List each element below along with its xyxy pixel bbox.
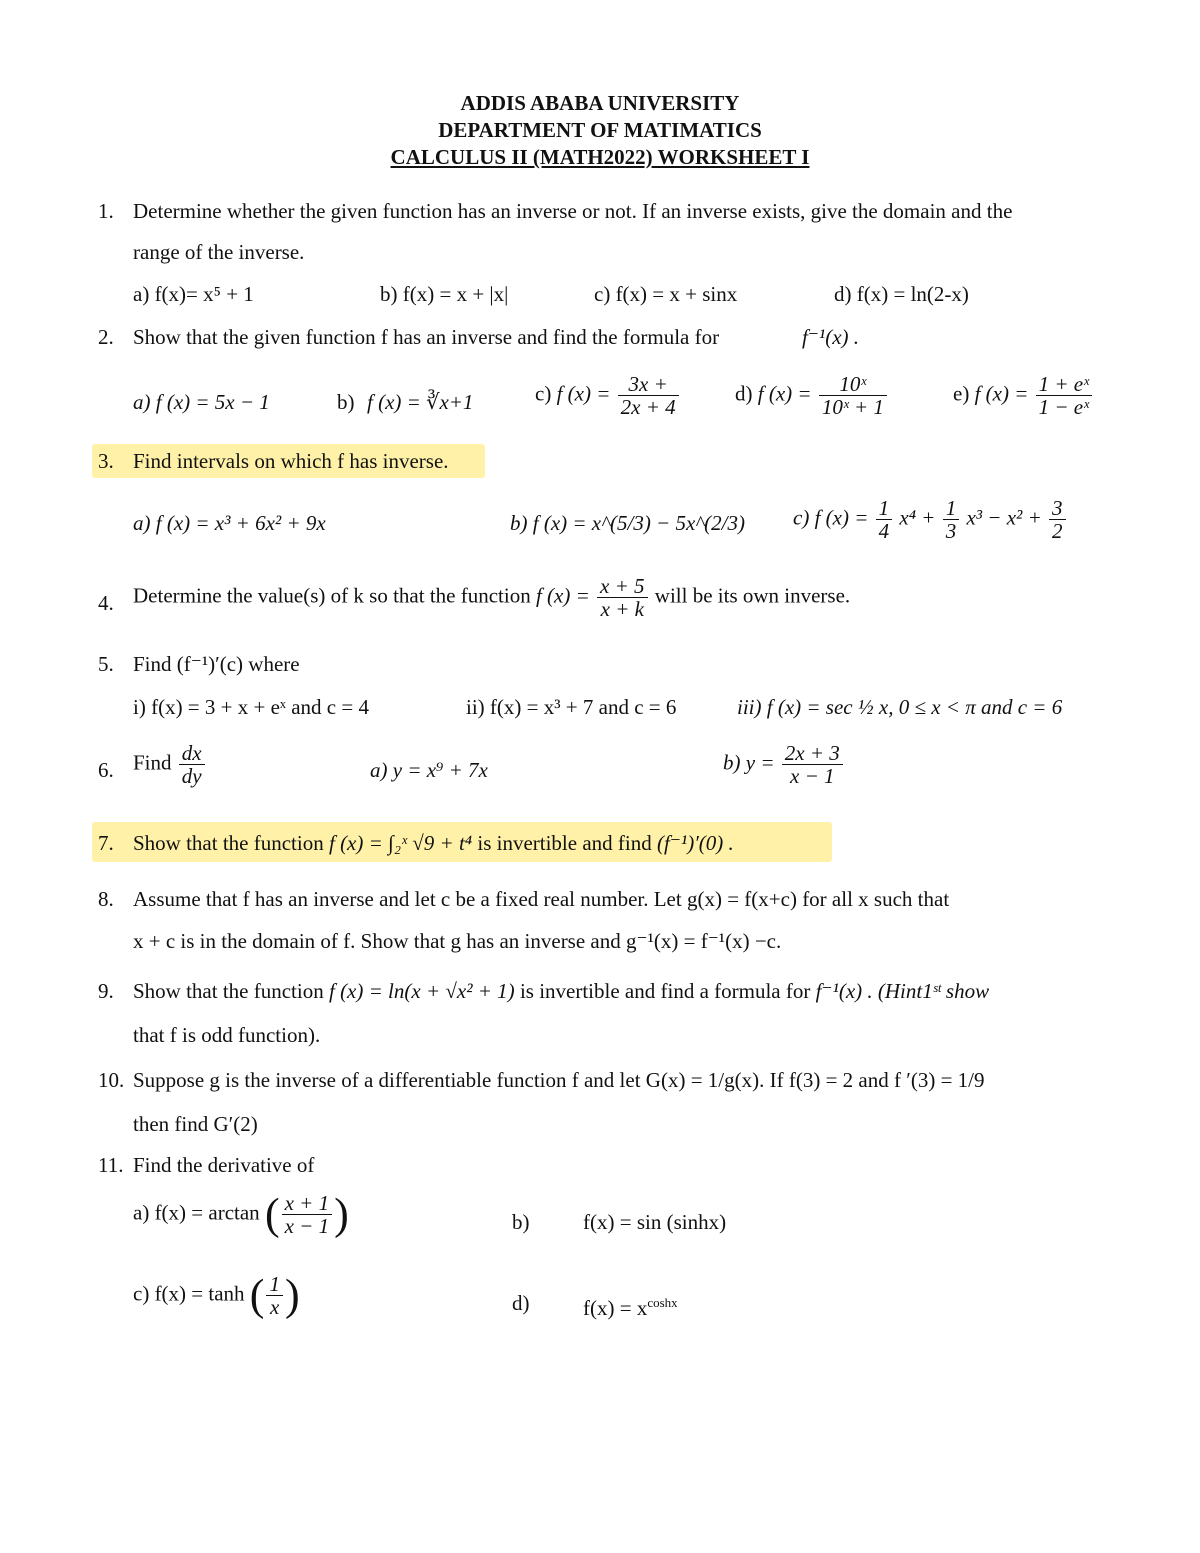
q2-option-a: a) f (x) = 5x − 1: [133, 390, 270, 414]
q4-lhs: f (x) =: [535, 583, 590, 608]
q11-option-c: [133, 1270, 300, 1320]
right-paren-icon: ): [334, 1189, 349, 1239]
left-paren-icon: (: [249, 1270, 265, 1320]
q2-option-b-expr: f (x) = ∛x+1: [367, 390, 474, 414]
q9-text1: Show that the function: [133, 979, 324, 1003]
q11-option-a-label: a) f(x) = arctan: [133, 1200, 260, 1225]
q3-option-c-fraction2: $\frac{1}{3}$: [943, 497, 960, 542]
q4-number: 4.: [98, 591, 114, 615]
q5-option-ii: ii) f(x) = x³ + 7 and c = 6: [466, 695, 677, 719]
q1-option-c: c) f(x) = x + sinx: [594, 282, 738, 306]
q3-option-c-label: c) f (x) =: [793, 505, 869, 530]
q7-expr2: (f⁻¹)′(0) .: [657, 831, 734, 855]
q2-option-d-lhs: f (x) =: [757, 381, 812, 406]
q2-option-b-label: b): [337, 390, 355, 414]
q8-number: 8.: [98, 887, 114, 911]
q5-number: 5.: [98, 652, 114, 676]
q2-option-c-lhs: f (x) =: [556, 381, 611, 406]
q2-option-e-lhs: f (x) =: [974, 381, 1029, 406]
q3-text: Find intervals on which f has inverse.: [133, 449, 449, 473]
q9-expr2: f⁻¹(x) . (Hint1ˢᵗ show: [815, 979, 990, 1003]
q2-option-c-denominator: 2x + 4: [620, 395, 676, 419]
q5-option-iii: iii) f (x) = sec ½ x, 0 ≤ x < π and c = 6: [737, 695, 1063, 719]
q11-option-a: [133, 1189, 349, 1239]
q3-option-c-fraction3: $\frac{3}{2}$: [1049, 497, 1066, 542]
q2-option-c: [535, 373, 681, 418]
q4-line: [133, 575, 850, 620]
q6-option-b-label: b) y =: [723, 750, 775, 775]
q11-option-a-fraction: $\frac{x + 1}{x - 1}$: [282, 1192, 333, 1237]
q11-option-b-label: b): [512, 1210, 530, 1234]
q3-option-a: a) f (x) = x³ + 6x² + 9x: [133, 511, 326, 535]
q1-option-d: d) f(x) = ln(2-x): [834, 282, 969, 306]
q1-option-a: a) f(x)= x⁵ + 1: [133, 282, 254, 306]
q9-expr: f (x) = ln(x + √x² + 1): [328, 979, 515, 1003]
q10-text-line2: then find G′(2): [133, 1112, 258, 1136]
q5-text: Find (f⁻¹)′(c) where: [133, 652, 300, 676]
q9-number: 9.: [98, 979, 114, 1003]
q6-text: Find: [133, 750, 172, 775]
q6-option-b-fraction: $\frac{2x + 3}{x - 1}$: [782, 742, 843, 787]
q3-option-c: [793, 497, 1068, 542]
q4-text1: Determine the value(s) of k so that the function: [133, 583, 531, 608]
q1-text-line1: Determine whether the given function has an inverse or not. If an inverse exists, give the domain and the: [133, 199, 1013, 223]
q6-option-a: a) y = x⁹ + 7x: [370, 758, 488, 782]
q2-option-e: [953, 373, 1094, 418]
q2-option-e-denominator: 1 − eˣ: [1038, 395, 1090, 419]
q9-text-line2: that f is odd function).: [133, 1023, 321, 1047]
q2-option-c-fraction: [618, 373, 679, 418]
q9-line1: [133, 978, 989, 1004]
q11-text: Find the derivative of: [133, 1153, 315, 1177]
q1-text-line2: range of the inverse.: [133, 240, 305, 264]
q2-option-d-numerator: 10ˣ: [819, 373, 887, 396]
q2-option-d-denominator: 10ˣ + 1: [821, 395, 884, 419]
q3-option-c-fraction1: $\frac{1}{4}$: [876, 497, 893, 542]
q2-option-e-fraction: [1036, 373, 1092, 418]
q3-option-c-term1: x⁴ +: [899, 505, 936, 530]
q4-fraction: $\frac{x + 5}{x + k}$: [597, 575, 648, 620]
q10-number: 10.: [98, 1068, 125, 1092]
q7-number: 7.: [98, 831, 114, 855]
q6-line: [133, 742, 207, 787]
q2-option-d: [735, 373, 889, 418]
q3-number: 3.: [98, 449, 114, 473]
q2-option-e-numerator: 1 + eˣ: [1036, 373, 1092, 396]
q10-text-line1: Suppose g is the inverse of a differentiable function f and let G(x) = 1/g(x). If f(3) = 2 and f ′(3) = 1/9: [133, 1068, 985, 1092]
q3-option-b: b) f (x) = x^(5/3) − 5x^(2/3): [510, 511, 745, 535]
q2-option-d-fraction: [819, 373, 887, 418]
q11-option-d-expr: $f(x) = x^{coshx}$: [583, 1295, 678, 1320]
q2-inverse-notation: f⁻¹(x) .: [802, 325, 860, 349]
left-paren-icon: (: [264, 1189, 280, 1239]
q1-option-b: b) f(x) = x + |x|: [380, 282, 509, 306]
q5-option-i: i) f(x) = 3 + x + eˣ and c = 4: [133, 695, 369, 719]
q11-option-b-expr: f(x) = sin (sinhx): [583, 1210, 727, 1234]
q6-dxdy-fraction: $\frac{dx}{dy}$: [179, 742, 205, 787]
q1-number: 1.: [98, 199, 114, 223]
q11-option-c-fraction: $\frac{1}{x}$: [266, 1273, 283, 1318]
q6-option-b: [723, 742, 845, 787]
q2-option-e-label: e): [953, 381, 970, 406]
q9-text2: is invertible and find a formula for: [519, 979, 811, 1003]
q8-text-line2: x + c is in the domain of f. Show that g has an inverse and g⁻¹(x) = f⁻¹(x) −c.: [133, 929, 782, 953]
q2-text: Show that the given function f has an inverse and find the formula for: [133, 325, 720, 349]
right-paren-icon: ): [284, 1270, 300, 1320]
header-worksheet-title: CALCULUS II (MATH2022) WORKSHEET I: [390, 145, 810, 169]
q3-option-c-term2: x³ − x² +: [966, 505, 1042, 530]
q2-option-d-label: d): [735, 381, 753, 406]
q4-text2: will be its own inverse.: [654, 583, 851, 608]
q2-number: 2.: [98, 325, 114, 349]
q7-text2: is invertible and find: [477, 831, 652, 855]
q7-line: [133, 830, 734, 856]
q11-option-d-label: d): [512, 1291, 530, 1315]
q2-option-c-numerator: 3x +: [618, 373, 679, 396]
header-university: ADDIS ABABA UNIVERSITY: [460, 91, 740, 115]
q11-number: 11.: [98, 1153, 124, 1177]
q11-option-c-label: c) f(x) = tanh: [133, 1281, 245, 1306]
q8-text-line1: Assume that f has an inverse and let c be a fixed real number. Let g(x) = f(x+c) for all x such that: [133, 887, 950, 911]
q2-option-c-label: c): [535, 381, 552, 406]
q7-expr: f (x) = ∫₂ˣ √9 + t⁴: [328, 831, 473, 855]
q7-text1: Show that the function: [133, 831, 324, 855]
q6-number: 6.: [98, 758, 114, 782]
header-department: DEPARTMENT OF MATIMATICS: [438, 118, 762, 142]
q11-option-d-exponent: coshx: [647, 1295, 678, 1310]
